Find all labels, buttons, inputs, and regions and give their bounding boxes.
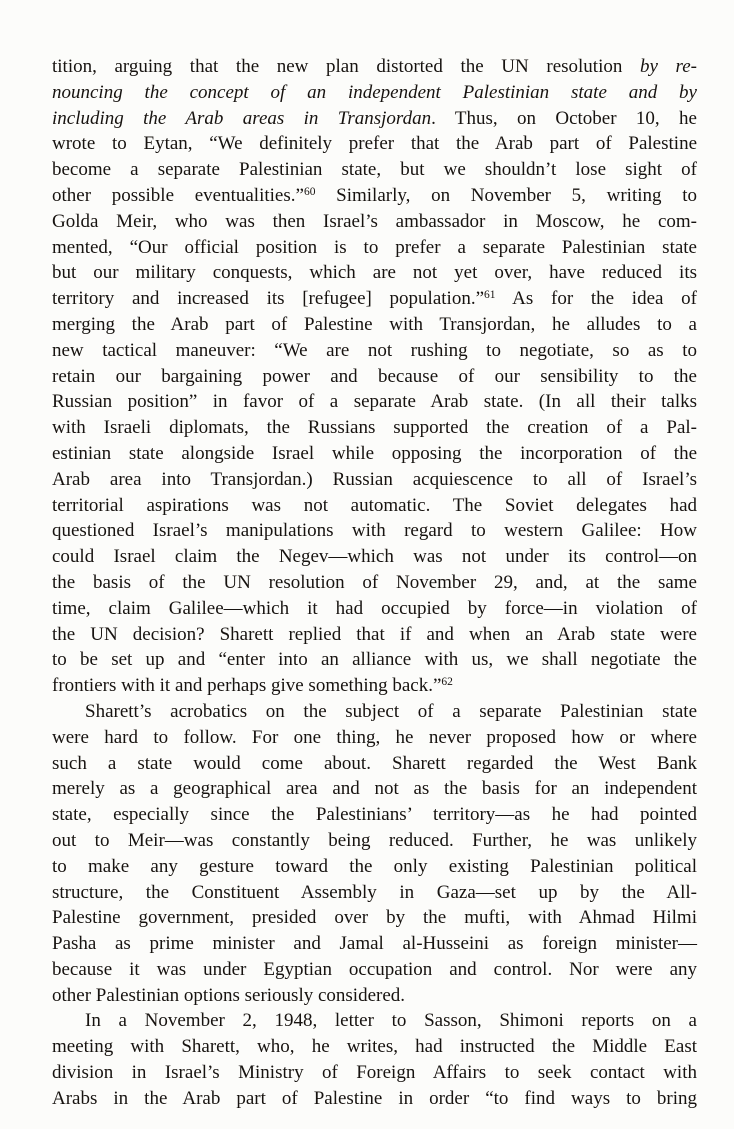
text-segment: Golda Meir, who was then Israel’s ambassador in Moscow, he com- xyxy=(52,210,697,232)
text-segment: Similarly, on November 5, writing to xyxy=(315,184,697,206)
text-line xyxy=(52,699,697,725)
text-line xyxy=(52,647,697,673)
footnote-ref: 62 xyxy=(441,676,453,689)
text-segment: structure, the Constituent Assembly in Gaza—set up by the All- xyxy=(52,881,697,903)
text-segment: As for the idea of xyxy=(495,288,697,310)
text-line xyxy=(52,493,697,519)
text-line xyxy=(52,880,697,906)
text-line xyxy=(52,983,697,1009)
text-line xyxy=(52,1008,697,1034)
text-line xyxy=(52,467,697,493)
text-line xyxy=(52,131,697,157)
text-segment: . Thus, on October 10, he xyxy=(431,107,697,129)
text-line xyxy=(52,1060,697,1086)
text-line xyxy=(52,364,697,390)
text-segment: state, especially since the Palestinians’ territory—as he had pointed xyxy=(52,804,697,826)
text-segment: estinian state alongside Israel while opposing the incorporation of the xyxy=(52,442,697,464)
text-segment: retain our bargaining power and because of our sensibility to the xyxy=(52,365,697,387)
text-line xyxy=(52,183,697,209)
text-segment: including the Arab areas in Transjordan xyxy=(52,107,432,129)
text-line xyxy=(52,441,697,467)
text-segment: meeting with Sharett, who, he writes, had instructed the Middle East xyxy=(52,1036,697,1058)
text-segment: out to Meir—was constantly being reduced. Further, he was unlikely xyxy=(52,829,697,851)
text-segment: mented, “Our official position is to prefer a separate Palestinian state xyxy=(52,236,697,258)
text-segment: In a November 2, 1948, letter to Sasson, Shimoni reports on a xyxy=(85,1010,697,1032)
footnote-ref: 60 xyxy=(303,185,316,198)
text-segment: become a separate Palestinian state, but we shouldn’t lose sight of xyxy=(52,159,697,181)
text-line xyxy=(52,260,697,286)
text-line xyxy=(52,828,697,854)
text-line xyxy=(52,905,697,931)
text-segment: questioned Israel’s manipulations with regard to western Galilee: How xyxy=(52,520,697,542)
text-line xyxy=(52,338,697,364)
text-segment: by re- xyxy=(640,56,698,77)
text-line xyxy=(52,854,697,880)
text-segment: Pasha as prime minister and Jamal al-Husseini as foreign minister— xyxy=(52,933,697,955)
text-line xyxy=(52,80,697,106)
text-segment: Palestine government, presided over by the mufti, with Ahmad Hilmi xyxy=(52,907,697,929)
text-segment: to be set up and “enter into an alliance with us, we shall negotiate the xyxy=(52,649,697,671)
text-segment: Sharett’s acrobatics on the subject of a separate Palestinian state xyxy=(85,700,697,722)
text-line xyxy=(52,776,697,802)
text-segment: frontiers with it and perhaps give something back.” xyxy=(52,675,442,697)
text-line xyxy=(52,415,697,441)
text-line xyxy=(52,518,697,544)
text-line xyxy=(52,725,697,751)
text-line xyxy=(52,312,697,338)
text-segment: because it was under Egyptian occupation and control. Nor were any xyxy=(52,958,697,980)
text-segment: Arab area into Transjordan.) Russian acquiescence to all of Israel’s xyxy=(52,468,697,490)
text-segment: to make any gesture toward the only existing Palestinian political xyxy=(52,855,697,877)
text-line xyxy=(52,235,697,261)
text-segment: were hard to follow. For one thing, he never proposed how or where xyxy=(52,726,697,748)
text-segment: division in Israel’s Ministry of Foreign Affairs to seek contact with xyxy=(52,1062,697,1084)
text-line xyxy=(52,673,697,699)
footnote-ref: 61 xyxy=(484,289,496,302)
text-line xyxy=(52,157,697,183)
text-line xyxy=(52,751,697,777)
text-line xyxy=(52,570,697,596)
text-line xyxy=(52,209,697,235)
text-segment: other Palestinian options seriously considered. xyxy=(52,984,406,1006)
text-segment: merging the Arab part of Palestine with Transjordan, he alludes to a xyxy=(52,313,697,335)
text-line xyxy=(52,544,697,570)
text-segment: other possible eventualities.” xyxy=(52,184,304,206)
text-segment: new tactical maneuver: “We are not rushing to negotiate, so as to xyxy=(52,339,697,361)
text-line xyxy=(52,106,697,132)
text-segment: nouncing the concept of an independent Palestinian state and by xyxy=(52,81,697,103)
text-line xyxy=(52,802,697,828)
text-segment: with Israeli diplomats, the Russians supported the creation of a Pal- xyxy=(52,417,697,439)
text-line xyxy=(52,286,697,312)
text-line xyxy=(52,389,697,415)
text-line xyxy=(52,1034,697,1060)
text-line xyxy=(52,1086,697,1112)
text-segment: could Israel claim the Negev—which was not under its control—on xyxy=(52,546,697,568)
text-line xyxy=(52,622,697,648)
text-line xyxy=(52,957,697,983)
text-segment: Russian position” in favor of a separate Arab state. (In all their talks xyxy=(52,391,697,413)
text-segment: tition, arguing that the new plan distorted the UN resolution xyxy=(52,56,640,77)
text-segment: the UN decision? Sharett replied that if and when an Arab state were xyxy=(52,623,697,645)
text-segment: wrote to Eytan, “We definitely prefer that the Arab part of Palestine xyxy=(52,133,697,155)
text-segment: Arabs in the Arab part of Palestine in order “to find ways to bring xyxy=(52,1087,697,1109)
page-text xyxy=(52,54,697,1112)
text-segment: merely as a geographical area and not as the basis for an independent xyxy=(52,778,697,800)
text-segment: the basis of the UN resolution of November 29, and, at the same xyxy=(52,571,697,593)
text-segment: but our military conquests, which are not yet over, have reduced its xyxy=(52,262,697,284)
text-line xyxy=(52,54,697,80)
text-segment: such a state would come about. Sharett regarded the West Bank xyxy=(52,752,697,774)
text-segment: territory and increased its [refugee] population.” xyxy=(52,288,485,310)
text-line xyxy=(52,931,697,957)
text-segment: time, claim Galilee—which it had occupied by force—in violation of xyxy=(52,597,697,619)
text-line xyxy=(52,596,697,622)
text-segment: territorial aspirations was not automatic. The Soviet delegates had xyxy=(52,494,697,516)
